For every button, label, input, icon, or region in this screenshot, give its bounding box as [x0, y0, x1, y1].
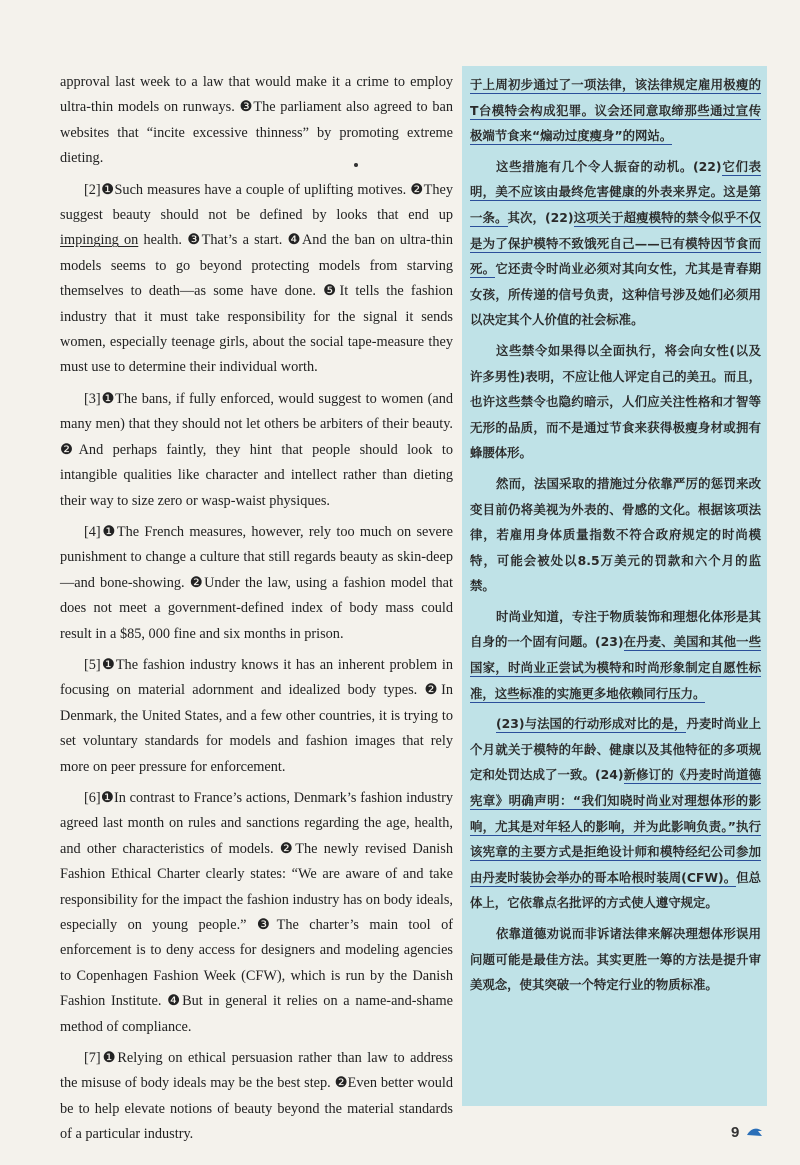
sentence-marker: ❶	[100, 1050, 118, 1067]
paragraph-number: [5]	[84, 656, 101, 673]
underlined-translation: 在丹麦、美国和其他一些国家，时尚业正尝试为模特和时尚形象制定自愿性标准，这些标准的实施更多地依赖同行压力。	[470, 634, 761, 701]
underlined-translation: 这项关于超瘦模特的禁令似乎不仅是为了保护模特不致饿死自己——已有模特因节食而死。	[470, 209, 762, 277]
sentence-marker: ❶	[100, 181, 115, 198]
paragraph-number: [7]	[84, 1050, 101, 1067]
paragraph-1-continued: approval last week to a law that would make it a crime to employ ultra-thin models on runways. ❸The parliament also agreed to ban websites that “incite excessive thinness” by promoting extreme dieting.	[60, 74, 453, 167]
underlined-translation: 于上周初步通过了一项法律，该法律规定雇用极瘦的T台模特会构成犯罪。议会还同意取缔那些通过宣传极端节食来“煽动过度瘦身”的网站。	[470, 77, 761, 144]
translation-paragraph-3: 这些禁令如果得以全面执行，将会向女性(以及许多男性)表明，不应让他人评定自己的美丑。而且，也许这些禁令也隐约暗示，人们应关注性格和才智等无形的品质，而不是通过节食来获得极瘦身材或拥有蜂腰体形。	[470, 342, 761, 461]
paragraph-number: [6]	[84, 789, 101, 806]
sentence-marker: ❹	[167, 993, 183, 1010]
translation-paragraph-1-continued	[470, 72, 761, 149]
underlined-translation: 新修订的《丹麦时尚道德宪章》明确声明：“我们知晓时尚业对理想体形的影响，尤其是对年轻人的影响，并为此影响负责。”执行该宪章的主要方式是拒绝设计师和模特经纪公司参加由丹麦时装协会举办的哥本哈根时装周(CFW)。	[470, 767, 761, 885]
paragraph-number: [3]	[84, 390, 101, 407]
sentence-marker: ❷	[279, 840, 296, 857]
sentence-marker: ❶	[100, 789, 114, 806]
translation-paragraph-4: 然而，法国采取的措施过分依靠严厉的惩罚来改变目前仍将美视为外表的、骨感的文化。根据该项法律，若雇用身体质量指数不符合政府规定的时尚模特，可能会被处以8.5万美元的罚款和六个月的监禁。	[470, 475, 761, 594]
english-text-column	[60, 70, 453, 1154]
sentence-marker: ❷	[334, 1075, 348, 1092]
sentence-marker: ❶	[100, 523, 117, 540]
paragraph-number: [4]	[84, 523, 101, 540]
translation-paragraph-7: 依靠道德劝说而非诉诸法律来解决理想体形误用问题可能是最佳方法。其实更胜一筹的方法是提升审美观念，使其突破一个特定行业的物质标准。	[470, 926, 761, 993]
sentence-marker: ❸	[239, 99, 254, 116]
sentence-marker: ❷	[60, 441, 79, 458]
sentence-marker: ❷	[410, 181, 424, 198]
page-number: 9	[731, 1124, 740, 1141]
translation-paragraph-5: 时尚业知道，专注于物质装饰和理想化体形是其自身的一个固有问题。(23)在丹麦、美国和其他一些国家，时尚业正尝试为模特和时尚形象制定自愿性标准，这些标准的实施更多地依赖同行压力。	[470, 608, 761, 701]
sentence-marker: ❶	[100, 390, 116, 407]
sentence-marker: ❶	[100, 656, 116, 673]
sentence-marker: ❺	[323, 283, 340, 300]
paragraph-4: [4]❶The French measures, however, rely too much on severe punishment to change a culture that still regards beauty as skin-deep—and bone-showing. ❷Under the law, using a fashion model that does not meet a government-defined index of body mass could result in a $85, 000 fine and six months in prison.	[60, 523, 453, 642]
paragraph-3: [3]❶The bans, if fully enforced, would suggest to women (and many men) that they should not let others be arbiters of their beauty. ❷And perhaps faintly, they hint that people should look to intangible qualities like character and intellect rather than dieting their way to size zero or wasp-waist physiques.	[60, 390, 453, 509]
chinese-translation-column	[462, 66, 767, 1106]
paragraph-6: [6]❶In contrast to France’s actions, Denmark’s fashion industry agreed last month on rules and sanctions regarding the age, health, and other characteristics of models. ❷The newly revised Danish Fashion Ethical Charter clearly states: “We are aware of and take responsibility for the impact the fashion industry has on body ideals, especially on young people.” ❸The charter’s main tool of enforcement is to deny access for designers and modeling agencies to Copenhagen Fashion Week (CFW), which is run by the Danish Fashion Institute. ❹But in general it relies on a name-and-shame method of compliance.	[60, 789, 453, 1035]
paragraph-number: [2]	[84, 181, 101, 198]
sentence-marker: ❸	[187, 232, 202, 249]
sentence-marker: ❷	[189, 574, 205, 591]
underlined-phrase: impinging on	[60, 232, 139, 249]
paragraph-2: [2]❶Such measures have a couple of uplifting motives. ❷They suggest beauty should not be defined by looks that end up impinging on health. ❸That’s a start. ❹And the ban on ultra-thin models seems to go beyond protecting models from starving themselves to death—as some have done. ❺It tells the fashion industry that it must take responsibility for the signal it sends women, especially teenage girls, about the social tape-measure they must use to determine their individual worth.	[60, 181, 453, 376]
translation-paragraph-2: 这些措施有几个令人振奋的动机。(22)它们表明，美不应该由最终危害健康的外表来界定。这是第一条。其次，(22)这项关于超瘦模特的禁令似乎不仅是为了保护模特不致饿死自己——已有模特因节食而死。它还责令时尚业必须对其向女性，尤其是青春期女孩，所传递的信号负责，这种信号涉及她们必须用以决定其个人价值的社会标准。	[470, 158, 762, 328]
sentence-marker: ❷	[424, 682, 442, 699]
sentence-marker: ❸	[256, 917, 277, 933]
paragraph-7: [7]❶Relying on ethical persuasion rather than law to address the misuse of body ideals may be the best step. ❷Even better would be to help elevate notions of beauty beyond the material standards of a particular industry.	[60, 1050, 454, 1143]
translation-paragraph-6: (23)与法国的行动形成对比的是，丹麦时尚业上个月就关于模特的年龄、健康以及其他特征的多项规定和处罚达成了一致。(24)新修订的《丹麦时尚道德宪章》明确声明：“我们知晓时尚业对理想体形的影响，尤其是对年轻人的影响，并为此影响负责。”执行该宪章的主要方式是拒绝设计师和模特经纪公司参加由丹麦时装协会举办的哥本哈根时装周(CFW)。但总体上，它依靠点名批评的方式使人遵守规定。	[470, 716, 761, 911]
page-arrow-icon	[746, 1126, 764, 1138]
paragraph-5: [5]❶The fashion industry knows it has an inherent problem in focusing on material adornment and idealized body types. ❷In Denmark, the United States, and a few other countries, it is trying to set voluntary standards for models and fashion images that rely more on peer pressure for enforcement.	[60, 656, 453, 775]
sentence-marker: ❹	[287, 232, 302, 249]
underlined-translation: 它们表明，美不应该由最终危害健康的外表来界定。这是第一条。	[470, 158, 761, 225]
underlined-translation: (23)与法国的行动形成对比的是，	[496, 716, 687, 732]
